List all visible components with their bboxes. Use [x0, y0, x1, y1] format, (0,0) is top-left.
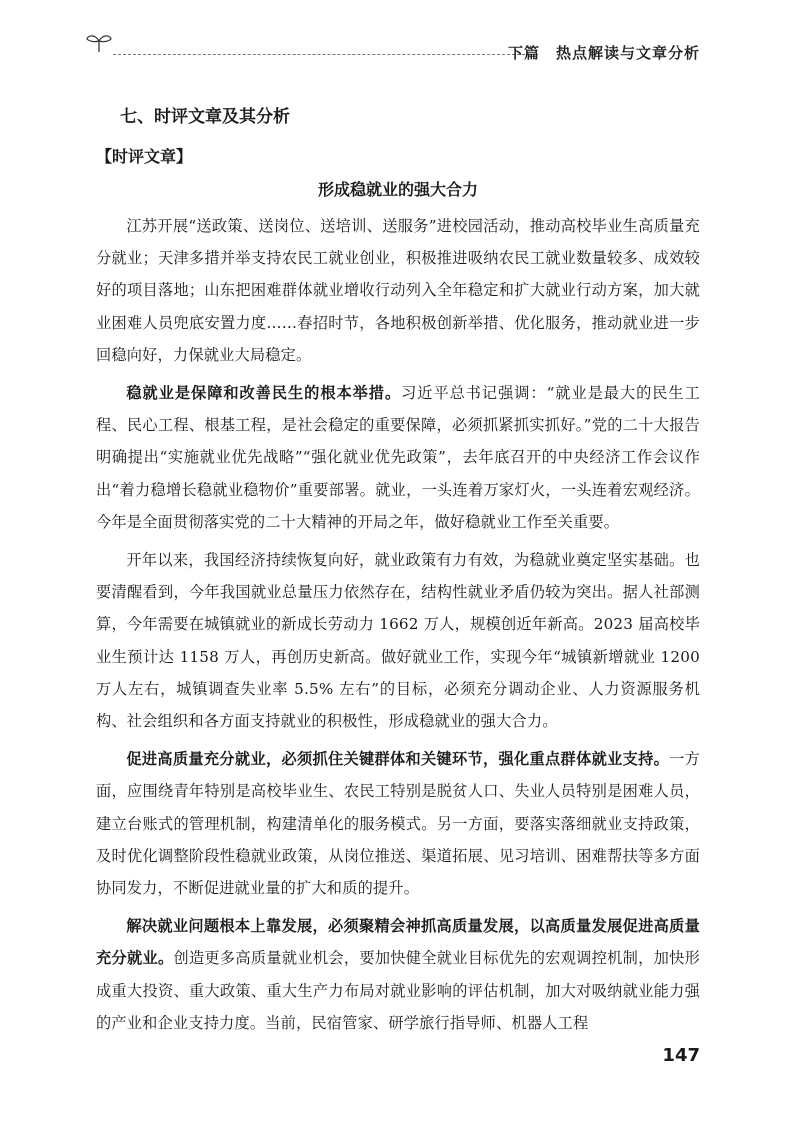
paragraph-text: 创造更多高质量就业机会，要加快健全就业目标优先的宏观调控机制，加快形成重大投资、重大政策、重大生产力布局对就业影响的评估机制，加大对吸纳就业能力强的产业和企业支持力度。当前，民宿管家、研学旅行指导师、机器人工程	[96, 949, 700, 1032]
paragraph-text: 开年以来，我国经济持续恢复向好，就业政策有力有效，为稳就业奠定坚实基础。也要清醒看到，今年我国就业总量压力依然存在，结构性就业矛盾仍较为突出。据人社部测算，今年需要在城镇就业的新成长劳动力 1662 万人，规模创近年新高。2023 届高校毕业生预计达 1158 万人，再创历史新高。做好就业工作，实现今年“城镇新增就业 1200 万人左右，城镇调查失业率 5.5% 左右”的目标，必须充分调动企业、人力资源服务机构、社会组织和各方面支持就业的积极性，形成稳就业的强大合力。	[96, 551, 700, 731]
paragraph-text: 江苏开展“送政策、送岗位、送培训、送服务”进校园活动，推动高校毕业生高质量充分就业；天津多措并举支持农民工就业创业，积极推进吸纳农民工就业数量较多、成效较好的项目落地；山东把困难群体就业增收行动列入全年稳定和扩大就业行动方案，加大就业困难人员兜底安置力度……春招时节，各地积极创新举措、优化服务，推动就业进一步回稳向好，力保就业大局稳定。	[96, 217, 700, 364]
paragraph	[96, 210, 700, 371]
paragraph-lead: 解决就业问题根本上靠发展，必须聚精会神抓高质量发展，以高质量发展促进高质量充分就业。	[96, 917, 700, 968]
paragraph	[96, 544, 700, 737]
paragraph-lead: 促进高质量充分就业，必须抓住关键群体和关键环节，强化重点群体就业支持。	[126, 750, 670, 769]
article-tag: 【时评文章】	[96, 147, 193, 166]
header-title: 下篇 热点解读与文章分析	[507, 44, 700, 62]
paragraph-text: 习近平总书记强调：“就业是最大的民生工程、民心工程、根基工程，是社会稳定的重要保障，必须抓紧抓实抓好。”党的二十大报告明确提出“实施就业优先战略”“强化就业优先政策”，去年底召开的中央经济工作会议作出“着力稳增长稳就业稳物价”重要部署。就业，一头连着万家灯火，一头连着宏观经济。今年是全面贯彻落实党的二十大精神的开局之年，做好稳就业工作至关重要。	[96, 384, 700, 531]
paragraph-text: 一方面，应围绕青年特别是高校毕业生、农民工特别是脱贫人口、失业人员特别是困难人员，建立台账式的管理机制，构建清单化的服务模式。另一方面，要落实落细就业支持政策，及时优化调整阶段性稳就业政策，从岗位推送、渠道拓展、见习培训、困难帮扶等多方面协同发力，不断促进就业量的扩大和质的提升。	[96, 750, 701, 898]
page-number: 147	[662, 1045, 700, 1066]
page-content	[96, 104, 700, 1045]
article-title: 形成稳就业的强大合力	[317, 180, 478, 199]
header-rule	[113, 54, 530, 55]
paragraph-lead: 稳就业是保障和改善民生的根本举措。	[126, 384, 402, 403]
sprout-icon	[85, 32, 113, 58]
paragraph	[96, 743, 700, 904]
running-header	[85, 30, 700, 70]
section-heading: 七、时评文章及其分析	[120, 107, 290, 127]
paragraph	[96, 910, 700, 1039]
paragraph	[96, 377, 700, 538]
